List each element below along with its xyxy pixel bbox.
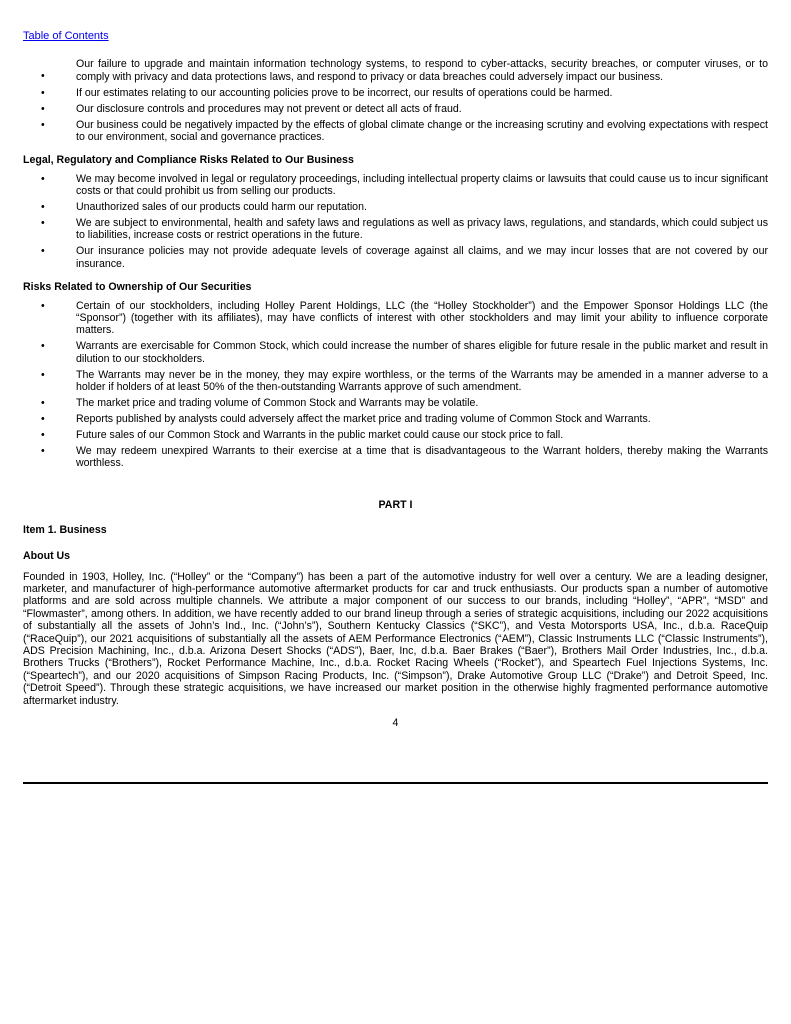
bullet-icon: •	[41, 118, 45, 131]
list-item: • Warrants are exercisable for Common Stock, which could increase the number of shares eligible for future resale in the public market and result in dilution to our stockholders.	[41, 340, 768, 365]
list-item: • Our failure to upgrade and maintain information technology systems, to respond to cyber-attacks, security breaches, or computer viruses, or to comply with privacy and data protections laws, and respond to privacy or data breaches could adversely impact our business.	[41, 58, 768, 83]
list-item: • Our insurance policies may not provide adequate levels of coverage against all claims, and we may incur losses that are not covered by our insurance.	[41, 245, 768, 270]
page-number: 4	[392, 717, 399, 730]
bullet-icon: •	[41, 245, 45, 258]
about-us-paragraph: Founded in 1903, Holley, Inc. (“Holley” or the “Company”) has been a part of the automotive industry for well over a century. We are a leading designer, marketer, and manufacturer of high-performance automotive aftermarket products for car and truck enthusiasts. Our products span a number of automotive platforms and are sold across multiple channels. We attribute a major component of our success to our brands, including “Holley”, “APR”, “MSD” and “Flowmaster”, among others. In addition, we have recently added to our brand lineup through a series of strategic acquisitions, including our 2022 acquisitions of substantially all the assets of John’s Ind., Inc. (“John’s”), Southern Kentucky Classics (“SKC”), and Vesta Motorsports USA, Inc., d.b.a. RaceQuip (“RaceQuip”), our 2021 acquisitions of substantially all the assets of AEM Performance Electronics (“AEM”), Classic Instruments LLC (“Classic Instruments”), ADS Precision Machining, Inc., d.b.a. Arizona Desert Shocks (“ADS”), Baer, Inc, d.b.a. Baer Brakes (“Baer”), Brothers Mail Order Industries, Inc., d.b.a. Brothers Trucks (“Brothers”), Rocket Performance Machine, Inc., d.b.a. Rocket Racing Wheels (“Rocket”), and Speartech Fuel Injections Systems, Inc. (“Speartech”), and our 2020 acquisitions of Simpson Racing Products, Inc. (“Simpson”), Drake Automotive Group LLC (“Drake”) and Detroit Speed, Inc. (“Detroit Speed”). Through these strategic acquisitions, we have increased our market position in the otherwise highly fragmented performance automotive aftermarket industry.	[23, 570, 768, 707]
document-page	[23, 30, 768, 729]
section-heading-ownership: Risks Related to Ownership of Our Securities	[23, 281, 252, 294]
bullet-icon: •	[41, 340, 45, 353]
risk-list-ownership	[23, 300, 768, 470]
bullet-icon: •	[41, 368, 45, 381]
part-title: PART I	[378, 499, 413, 512]
bullet-icon: •	[41, 172, 45, 185]
bullet-icon: •	[41, 70, 45, 83]
bullet-icon: •	[41, 201, 45, 214]
table-of-contents-link[interactable]: Table of Contents	[23, 30, 109, 42]
list-item: • The Warrants may never be in the money, they may expire worthless, or the terms of the Warrants may be amended in a manner adverse to a holder if holders of at least 50% of the then-outstanding Warrants approve of such amendment.	[41, 368, 768, 393]
list-item: • Certain of our stockholders, including Holley Parent Holdings, LLC (the “Holley Stockholder”) and the Empower Sponsor Holdings LLC (the “Sponsor”) (together with its affiliates), may have conflicts of interest with other stockholders and may limit your ability to influence corporate matters.	[41, 299, 768, 337]
list-item: • The market price and trading volume of Common Stock and Warrants may be volatile.	[41, 396, 479, 409]
bullet-icon: •	[41, 412, 45, 425]
list-item: • Future sales of our Common Stock and Warrants in the public market could cause our stock price to fall.	[41, 428, 564, 441]
item-title: Item 1. Business	[23, 523, 107, 536]
list-item: • Reports published by analysts could adversely affect the market price and trading volume of Common Stock and Warrants.	[41, 412, 651, 425]
bullet-icon: •	[41, 86, 45, 99]
list-item: • If our estimates relating to our accounting policies prove to be incorrect, our results of operations could be harmed.	[41, 86, 613, 99]
list-item: • Our business could be negatively impacted by the effects of global climate change or the increasing scrutiny and evolving expectations with respect to our environment, social and governance practices.	[41, 118, 768, 143]
list-item: • We may become involved in legal or regulatory proceedings, including intellectual property claims or lawsuits that could cause us to incur significant costs or that could prohibit us from selling our products.	[41, 172, 768, 198]
list-item: • We may redeem unexpired Warrants to their exercise at a time that is disadvantageous to the Warrant holders, thereby making the Warrants worthless.	[41, 444, 768, 469]
risk-list-general	[23, 58, 768, 143]
bullet-icon: •	[41, 444, 45, 457]
list-item: • Unauthorized sales of our products could harm our reputation.	[41, 201, 367, 214]
footer-divider	[23, 782, 768, 784]
bullet-icon: •	[41, 299, 45, 312]
bullet-icon: •	[41, 396, 45, 409]
list-item: • Our disclosure controls and procedures may not prevent or detect all acts of fraud.	[41, 102, 462, 115]
bullet-icon: •	[41, 428, 45, 441]
list-item: • We are subject to environmental, health and safety laws and regulations as well as privacy laws, regulations, and standards, which could subject us to liabilities, increase costs or restrict operations in the future.	[41, 216, 768, 242]
risk-list-legal	[23, 173, 768, 270]
bullet-icon: •	[41, 216, 45, 229]
about-us-heading: About Us	[23, 550, 71, 563]
section-heading-legal: Legal, Regulatory and Compliance Risks Related to Our Business	[23, 154, 354, 167]
bullet-icon: •	[41, 102, 45, 115]
